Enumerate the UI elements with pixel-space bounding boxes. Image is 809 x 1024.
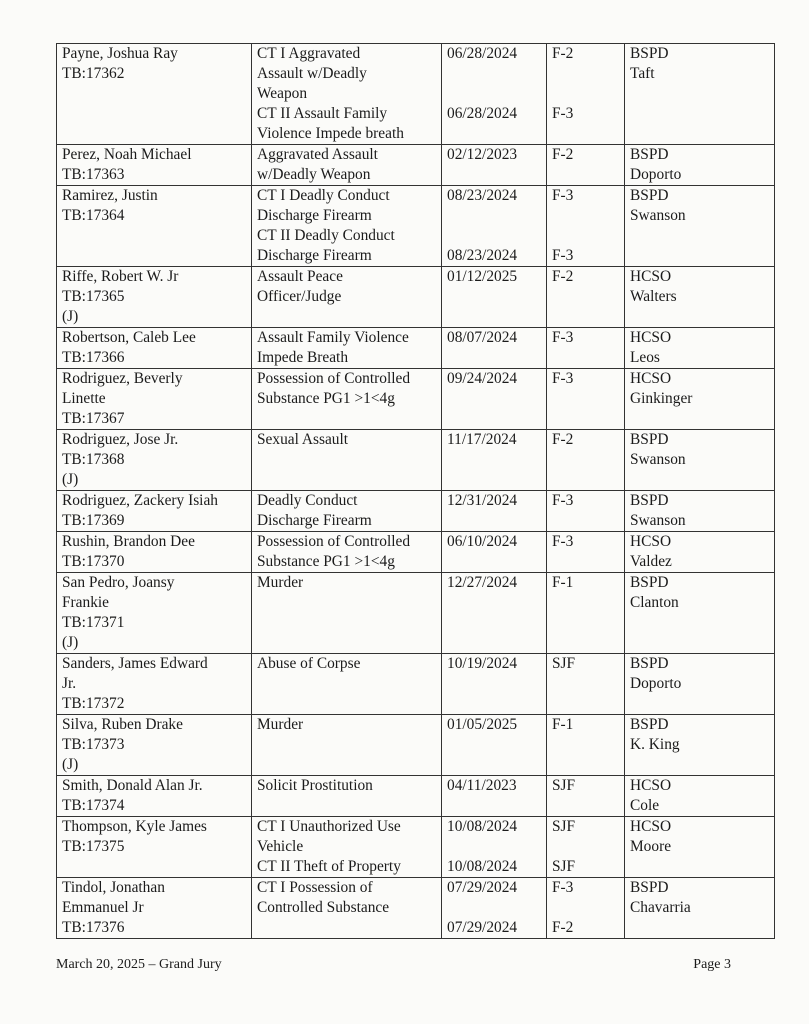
- defendant-line: TB:17365: [62, 288, 125, 305]
- defendant-cell: [57, 44, 252, 145]
- agency-officer-line: BSPD: [630, 146, 669, 163]
- offense-degree-cell: [547, 573, 625, 654]
- offense-degree-cell: [547, 369, 625, 430]
- defendant-line: San Pedro, Joansy: [62, 574, 175, 591]
- offense-date-line: [447, 226, 543, 246]
- charge-line: Aggravated Assault: [257, 146, 378, 163]
- table-row: [57, 267, 775, 328]
- defendant-cell: [57, 186, 252, 267]
- charge-line: Assault w/Deadly: [257, 65, 367, 82]
- agency-officer-cell: [625, 532, 775, 573]
- offense-date-line: 06/28/2024: [447, 105, 518, 122]
- defendant-line: Sanders, James Edward: [62, 655, 208, 672]
- defendant-cell: [57, 654, 252, 715]
- offense-degree-line: F-1: [552, 574, 574, 591]
- offense-degree-line: [552, 84, 621, 104]
- agency-officer-cell: [625, 878, 775, 939]
- charge-line: Murder: [257, 716, 304, 733]
- offense-degree-cell: [547, 817, 625, 878]
- defendant-line: TB:17362: [62, 65, 125, 82]
- offense-date-line: 12/31/2024: [447, 492, 518, 509]
- offense-date-cell: [442, 44, 547, 145]
- charge-line: CT I Deadly Conduct: [257, 187, 390, 204]
- defendant-line: Linette: [62, 390, 106, 407]
- agency-officer-line: BSPD: [630, 716, 669, 733]
- offense-degree-cell: [547, 776, 625, 817]
- defendant-cell: [57, 145, 252, 186]
- agency-officer-line: Taft: [630, 65, 655, 82]
- agency-officer-line: Walters: [630, 288, 677, 305]
- table-row: [57, 878, 775, 939]
- offense-degree-cell: [547, 532, 625, 573]
- offense-degree-line: [552, 206, 621, 226]
- table-row: [57, 430, 775, 491]
- offense-degree-cell: [547, 878, 625, 939]
- offense-degree-line: [552, 226, 621, 246]
- agency-officer-line: K. King: [630, 736, 680, 753]
- offense-degree-line: F-3: [552, 533, 574, 550]
- table-row: [57, 532, 775, 573]
- offense-date-line: 01/05/2025: [447, 716, 518, 733]
- agency-officer-line: BSPD: [630, 45, 669, 62]
- agency-officer-line: BSPD: [630, 655, 669, 672]
- charge-line: Officer/Judge: [257, 288, 342, 305]
- defendant-line: Silva, Ruben Drake: [62, 716, 183, 733]
- charge-cell: [252, 573, 442, 654]
- charge-line: Discharge Firearm: [257, 512, 372, 529]
- agency-officer-line: Clanton: [630, 594, 679, 611]
- agency-officer-line: BSPD: [630, 187, 669, 204]
- agency-officer-cell: [625, 328, 775, 369]
- offense-degree-line: F-2: [552, 146, 574, 163]
- offense-date-cell: [442, 878, 547, 939]
- defendant-line: (J): [62, 471, 79, 488]
- defendant-line: Rodriguez, Jose Jr.: [62, 431, 179, 448]
- defendant-line: Emmanuel Jr: [62, 899, 144, 916]
- offense-degree-line: F-3: [552, 187, 574, 204]
- defendant-line: TB:17366: [62, 349, 125, 366]
- offense-degree-line: F-3: [552, 370, 574, 387]
- agency-officer-cell: [625, 654, 775, 715]
- offense-date-line: 08/23/2024: [447, 247, 518, 264]
- charge-cell: [252, 817, 442, 878]
- offense-degree-cell: [547, 491, 625, 532]
- offense-date-line: 01/12/2025: [447, 268, 518, 285]
- offense-date-cell: [442, 573, 547, 654]
- page-number: Page 3: [693, 957, 731, 972]
- defendant-cell: [57, 532, 252, 573]
- charge-line: Discharge Firearm: [257, 207, 372, 224]
- charge-line: Vehicle: [257, 838, 304, 855]
- charge-cell: [252, 715, 442, 776]
- agency-officer-line: BSPD: [630, 879, 669, 896]
- agency-officer-cell: [625, 573, 775, 654]
- offense-date-line: 12/27/2024: [447, 574, 518, 591]
- charge-line: Weapon: [257, 85, 308, 102]
- defendant-line: TB:17364: [62, 207, 125, 224]
- agency-officer-cell: [625, 145, 775, 186]
- offense-degree-line: F-2: [552, 431, 574, 448]
- defendant-line: TB:17372: [62, 695, 125, 712]
- table-row: [57, 369, 775, 430]
- agency-officer-cell: [625, 817, 775, 878]
- agency-officer-line: Leos: [630, 349, 660, 366]
- offense-date-cell: [442, 430, 547, 491]
- agency-officer-cell: [625, 776, 775, 817]
- offense-degree-line: F-3: [552, 247, 574, 264]
- agency-officer-cell: [625, 430, 775, 491]
- charge-cell: [252, 328, 442, 369]
- offense-degree-cell: [547, 44, 625, 145]
- charge-cell: [252, 776, 442, 817]
- defendant-line: (J): [62, 634, 79, 651]
- offense-date-cell: [442, 776, 547, 817]
- charge-line: Substance PG1 >1<4g: [257, 390, 395, 407]
- offense-date-cell: [442, 145, 547, 186]
- defendant-line: TB:17369: [62, 512, 125, 529]
- offense-date-line: 11/17/2024: [447, 431, 517, 448]
- offense-date-cell: [442, 186, 547, 267]
- charge-line: Violence Impede breath: [257, 125, 404, 142]
- offense-date-line: [447, 898, 543, 918]
- charge-cell: [252, 430, 442, 491]
- offense-degree-line: SJF: [552, 818, 576, 835]
- agency-officer-line: HCSO: [630, 329, 672, 346]
- offense-degree-line: SJF: [552, 858, 576, 875]
- defendant-cell: [57, 491, 252, 532]
- offense-degree-cell: [547, 145, 625, 186]
- table-row: [57, 715, 775, 776]
- charge-line: Deadly Conduct: [257, 492, 358, 509]
- charge-line: Sexual Assault: [257, 431, 349, 448]
- charge-cell: [252, 267, 442, 328]
- offense-degree-line: SJF: [552, 777, 576, 794]
- defendant-line: Jr.: [62, 675, 77, 692]
- defendant-line: TB:17373: [62, 736, 125, 753]
- defendant-line: (J): [62, 308, 79, 325]
- agency-officer-line: Swanson: [630, 207, 686, 224]
- defendant-cell: [57, 776, 252, 817]
- defendant-line: Smith, Donald Alan Jr.: [62, 777, 203, 794]
- offense-date-line: 07/29/2024: [447, 879, 518, 896]
- agency-officer-line: Doporto: [630, 166, 682, 183]
- offense-date-cell: [442, 532, 547, 573]
- offense-date-line: 10/08/2024: [447, 858, 518, 875]
- offense-degree-line: F-3: [552, 105, 574, 122]
- agency-officer-line: HCSO: [630, 370, 672, 387]
- defendant-line: Robertson, Caleb Lee: [62, 329, 196, 346]
- defendant-line: TB:17376: [62, 919, 125, 936]
- defendant-line: Perez, Noah Michael: [62, 146, 192, 163]
- charge-cell: [252, 186, 442, 267]
- offense-date-line: 02/12/2023: [447, 146, 518, 163]
- agency-officer-line: HCSO: [630, 818, 672, 835]
- table-row: [57, 776, 775, 817]
- defendant-line: TB:17375: [62, 838, 125, 855]
- offense-degree-cell: [547, 430, 625, 491]
- defendant-line: Tindol, Jonathan: [62, 879, 165, 896]
- charge-line: CT II Assault Family: [257, 105, 388, 122]
- charge-cell: [252, 145, 442, 186]
- offense-date-line: [447, 84, 543, 104]
- charge-line: Solicit Prostitution: [257, 777, 373, 794]
- agency-officer-line: Swanson: [630, 451, 686, 468]
- offense-degree-cell: [547, 186, 625, 267]
- table-row: [57, 44, 775, 145]
- defendant-cell: [57, 267, 252, 328]
- charge-line: CT I Aggravated: [257, 45, 361, 62]
- charge-line: Possession of Controlled: [257, 370, 411, 387]
- offense-date-cell: [442, 491, 547, 532]
- charge-line: Controlled Substance: [257, 899, 390, 916]
- charge-line: CT II Theft of Property: [257, 858, 401, 875]
- offense-date-cell: [442, 267, 547, 328]
- defendant-line: TB:17367: [62, 410, 125, 427]
- offense-date-line: [447, 837, 543, 857]
- offense-date-line: 10/08/2024: [447, 818, 518, 835]
- agency-officer-cell: [625, 369, 775, 430]
- agency-officer-line: BSPD: [630, 574, 669, 591]
- charge-line: Murder: [257, 574, 304, 591]
- offense-date-cell: [442, 328, 547, 369]
- offense-degree-line: F-2: [552, 268, 574, 285]
- defendant-line: (J): [62, 756, 79, 773]
- offense-date-line: 09/24/2024: [447, 370, 518, 387]
- charge-cell: [252, 44, 442, 145]
- offense-date-line: 08/23/2024: [447, 187, 518, 204]
- agency-officer-line: HCSO: [630, 533, 672, 550]
- table-row: [57, 186, 775, 267]
- agency-officer-line: Chavarria: [630, 899, 691, 916]
- offense-date-line: 10/19/2024: [447, 655, 518, 672]
- charge-line: Impede Breath: [257, 349, 349, 366]
- charge-line: Discharge Firearm: [257, 247, 372, 264]
- offense-date-cell: [442, 654, 547, 715]
- charge-line: CT II Deadly Conduct: [257, 227, 395, 244]
- charge-line: Assault Peace: [257, 268, 343, 285]
- offense-degree-line: [552, 837, 621, 857]
- offense-date-cell: [442, 369, 547, 430]
- offense-date-line: [447, 206, 543, 226]
- agency-officer-line: Doporto: [630, 675, 682, 692]
- charge-cell: [252, 532, 442, 573]
- agency-officer-line: HCSO: [630, 777, 672, 794]
- agency-officer-line: BSPD: [630, 492, 669, 509]
- charge-cell: [252, 369, 442, 430]
- defendant-line: Payne, Joshua Ray: [62, 45, 178, 62]
- offense-date-line: 06/10/2024: [447, 533, 518, 550]
- defendant-cell: [57, 817, 252, 878]
- defendant-line: Rodriguez, Zackery Isiah: [62, 492, 218, 509]
- charge-line: Abuse of Corpse: [257, 655, 361, 672]
- offense-degree-line: F-3: [552, 879, 574, 896]
- table-row: [57, 654, 775, 715]
- charge-cell: [252, 878, 442, 939]
- defendant-line: TB:17370: [62, 553, 125, 570]
- offense-degree-line: [552, 64, 621, 84]
- offense-date-line: 08/07/2024: [447, 329, 518, 346]
- offense-degree-cell: [547, 328, 625, 369]
- offense-degree-line: SJF: [552, 655, 576, 672]
- defendant-cell: [57, 715, 252, 776]
- charge-line: CT I Unauthorized Use: [257, 818, 401, 835]
- defendant-line: TB:17363: [62, 166, 125, 183]
- charge-line: Substance PG1 >1<4g: [257, 553, 395, 570]
- agency-officer-cell: [625, 44, 775, 145]
- offense-degree-line: [552, 898, 621, 918]
- agency-officer-line: BSPD: [630, 431, 669, 448]
- footer-date: March 20, 2025 – Grand Jury: [56, 957, 222, 972]
- defendant-cell: [57, 328, 252, 369]
- agency-officer-line: Ginkinger: [630, 390, 693, 407]
- defendant-line: TB:17374: [62, 797, 125, 814]
- defendant-line: Ramirez, Justin: [62, 187, 158, 204]
- defendant-line: Rushin, Brandon Dee: [62, 533, 195, 550]
- table-row: [57, 817, 775, 878]
- table-row: [57, 145, 775, 186]
- indictment-table: [56, 43, 775, 939]
- offense-degree-cell: [547, 715, 625, 776]
- agency-officer-cell: [625, 267, 775, 328]
- offense-date-line: [447, 64, 543, 84]
- agency-officer-line: Cole: [630, 797, 660, 814]
- defendant-line: TB:17368: [62, 451, 125, 468]
- offense-degree-line: F-2: [552, 919, 574, 936]
- agency-officer-line: Swanson: [630, 512, 686, 529]
- offense-date-line: 04/11/2023: [447, 777, 517, 794]
- table-row: [57, 573, 775, 654]
- table-row: [57, 491, 775, 532]
- agency-officer-line: Moore: [630, 838, 672, 855]
- charge-line: Possession of Controlled: [257, 533, 411, 550]
- defendant-line: Thompson, Kyle James: [62, 818, 207, 835]
- charge-cell: [252, 654, 442, 715]
- table-row: [57, 328, 775, 369]
- agency-officer-cell: [625, 715, 775, 776]
- defendant-line: Frankie: [62, 594, 110, 611]
- defendant-line: Riffe, Robert W. Jr: [62, 268, 179, 285]
- defendant-line: TB:17371: [62, 614, 125, 631]
- offense-date-cell: [442, 817, 547, 878]
- agency-officer-line: HCSO: [630, 268, 672, 285]
- offense-degree-line: F-3: [552, 492, 574, 509]
- agency-officer-line: Valdez: [630, 553, 672, 570]
- offense-date-line: 07/29/2024: [447, 919, 518, 936]
- offense-date-line: 06/28/2024: [447, 45, 518, 62]
- defendant-cell: [57, 369, 252, 430]
- agency-officer-cell: [625, 491, 775, 532]
- defendant-line: Rodriguez, Beverly: [62, 370, 183, 387]
- defendant-cell: [57, 573, 252, 654]
- charge-cell: [252, 491, 442, 532]
- offense-degree-cell: [547, 654, 625, 715]
- charge-line: Assault Family Violence: [257, 329, 409, 346]
- offense-degree-line: F-2: [552, 45, 574, 62]
- offense-degree-line: F-1: [552, 716, 574, 733]
- agency-officer-cell: [625, 186, 775, 267]
- defendant-cell: [57, 430, 252, 491]
- offense-degree-line: F-3: [552, 329, 574, 346]
- offense-degree-cell: [547, 267, 625, 328]
- charge-line: w/Deadly Weapon: [257, 166, 371, 183]
- defendant-cell: [57, 878, 252, 939]
- offense-date-cell: [442, 715, 547, 776]
- charge-line: CT I Possession of: [257, 879, 373, 896]
